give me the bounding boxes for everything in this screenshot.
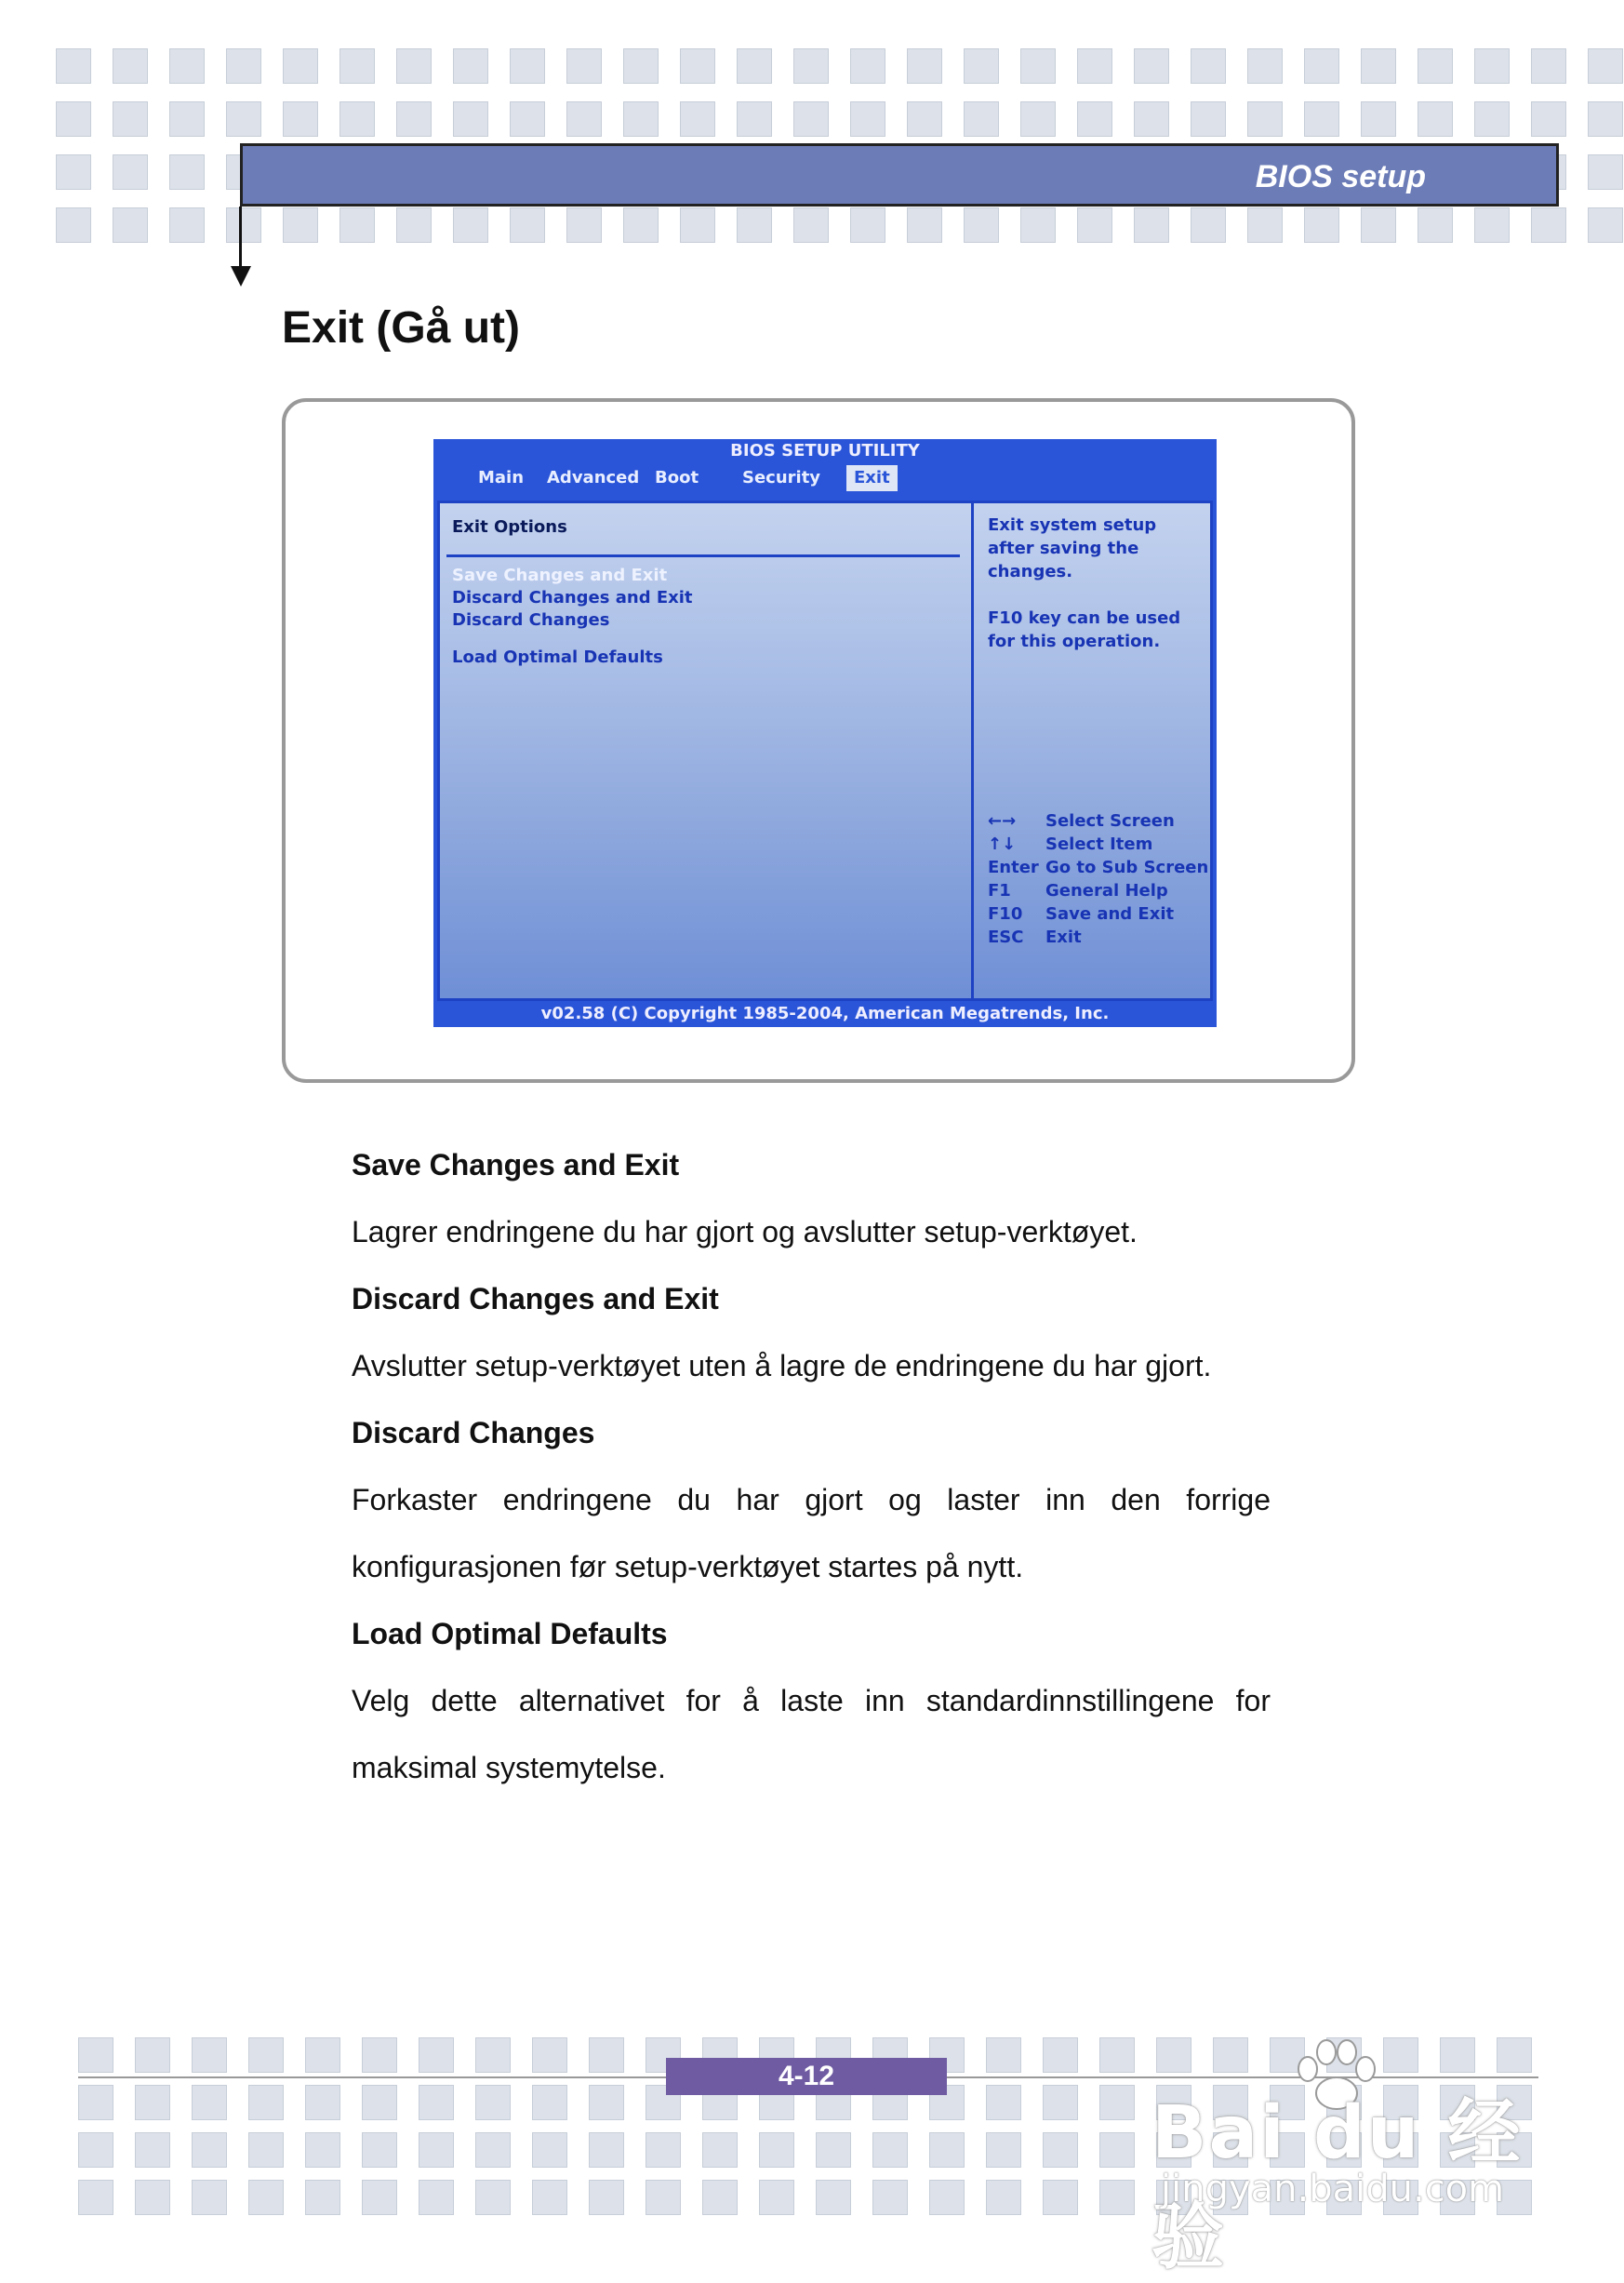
grid-cell [510, 101, 545, 137]
grid-cell [1043, 2132, 1078, 2168]
bios-tab-exit: Exit [846, 465, 898, 491]
grid-cell [78, 2180, 113, 2215]
grid-cell [1077, 207, 1112, 243]
grid-cell [1043, 2085, 1078, 2120]
grid-cell [396, 207, 432, 243]
grid-cell [1361, 48, 1396, 84]
grid-cell [929, 2132, 965, 2168]
grid-cell [1304, 207, 1339, 243]
grid-cell [305, 2180, 340, 2215]
grid-cell [56, 154, 91, 190]
grid-cell [1020, 48, 1056, 84]
bios-key-desc: Save and Exit [1045, 904, 1175, 924]
grid-cell [566, 48, 602, 84]
grid-cell [1304, 101, 1339, 137]
bios-help-line: changes. [988, 562, 1073, 581]
grid-cell [475, 2180, 511, 2215]
grid-cell [305, 2085, 340, 2120]
grid-cell [680, 48, 715, 84]
grid-cell [532, 2132, 567, 2168]
section-text: Forkaster endringene du har gjort og laster inn den forrige [352, 1483, 1271, 1516]
grid-cell [453, 207, 488, 243]
grid-cell [169, 101, 205, 137]
grid-cell [135, 2180, 170, 2215]
grid-cell [192, 2132, 227, 2168]
page-number: 4-12 [666, 2058, 947, 2095]
grid-cell [56, 207, 91, 243]
grid-cell [759, 2180, 794, 2215]
grid-cell [135, 2132, 170, 2168]
grid-cell [248, 2037, 284, 2073]
arrow-down-icon [239, 207, 242, 270]
grid-cell [475, 2132, 511, 2168]
grid-cell [1418, 101, 1453, 137]
grid-cell [339, 101, 375, 137]
grid-cell [1020, 207, 1056, 243]
grid-cell [1134, 207, 1169, 243]
bios-section-rule [446, 554, 960, 557]
grid-cell [986, 2132, 1021, 2168]
section-heading: Discard Changes [352, 1416, 595, 1449]
bios-key-desc: General Help [1045, 881, 1168, 901]
bios-tab-main: Main [478, 468, 525, 487]
grid-cell [1077, 101, 1112, 137]
grid-cell [248, 2085, 284, 2120]
grid-cell [532, 2037, 567, 2073]
grid-cell [532, 2085, 567, 2120]
grid-cell [1077, 48, 1112, 84]
grid-cell [78, 2132, 113, 2168]
grid-cell [850, 101, 885, 137]
bios-key-desc: Select Item [1045, 834, 1153, 854]
grid-cell [589, 2037, 624, 2073]
grid-cell [135, 2085, 170, 2120]
grid-cell [362, 2132, 397, 2168]
grid-cell [169, 48, 205, 84]
arrow-head-icon [231, 266, 251, 287]
grid-cell [964, 101, 999, 137]
grid-cell [135, 2037, 170, 2073]
grid-cell [1099, 2132, 1135, 2168]
grid-cell [566, 207, 602, 243]
grid-cell [510, 207, 545, 243]
grid-cell [759, 2132, 794, 2168]
bios-key: Enter [988, 858, 1039, 877]
grid-cell [78, 2085, 113, 2120]
grid-cell [475, 2037, 511, 2073]
grid-cell [1531, 207, 1566, 243]
grid-cell [1043, 2180, 1078, 2215]
bios-tab-boot: Boot [655, 468, 699, 487]
grid-cell [1531, 101, 1566, 137]
grid-cell [872, 2180, 908, 2215]
grid-cell [793, 101, 829, 137]
grid-cell [362, 2085, 397, 2120]
grid-cell [419, 2132, 454, 2168]
grid-cell [56, 101, 91, 137]
bios-option-discard: Discard Changes [452, 610, 610, 630]
grid-cell [872, 2132, 908, 2168]
bios-tab-security: Security [742, 468, 821, 487]
grid-cell [283, 207, 318, 243]
grid-cell [192, 2085, 227, 2120]
grid-cell [702, 2180, 738, 2215]
bios-help-line: F10 key can be used [988, 608, 1181, 628]
bios-section-title: Exit Options [452, 517, 567, 537]
grid-cell [566, 101, 602, 137]
grid-cell [623, 101, 659, 137]
bios-title: BIOS SETUP UTILITY [730, 441, 920, 461]
grid-cell [510, 48, 545, 84]
grid-cell [702, 2132, 738, 2168]
grid-cell [1043, 2037, 1078, 2073]
grid-cell [192, 2037, 227, 2073]
grid-cell [362, 2037, 397, 2073]
bios-key-desc: Select Screen [1045, 811, 1175, 831]
grid-cell [305, 2132, 340, 2168]
grid-cell [192, 2180, 227, 2215]
grid-cell [1588, 207, 1623, 243]
bios-option-discard-exit: Discard Changes and Exit [452, 588, 693, 607]
bios-help-line: Exit system setup [988, 515, 1157, 535]
grid-cell [737, 101, 772, 137]
bios-key: F1 [988, 881, 1011, 901]
grid-cell [283, 48, 318, 84]
grid-cell [850, 48, 885, 84]
bios-key-desc: Go to Sub Screen [1045, 858, 1209, 877]
grid-cell [113, 101, 148, 137]
bios-key-desc: Exit [1045, 928, 1082, 947]
grid-cell [339, 48, 375, 84]
grid-cell [362, 2180, 397, 2215]
grid-cell [1588, 154, 1623, 190]
grid-cell [1531, 48, 1566, 84]
grid-cell [78, 2037, 113, 2073]
section-text: Lagrer endringene du har gjort og avslutter setup-verktøyet. [352, 1215, 1138, 1248]
bios-option-load-defaults: Load Optimal Defaults [452, 648, 663, 667]
grid-cell [589, 2180, 624, 2215]
grid-cell [680, 207, 715, 243]
bios-menu-bar [433, 465, 1217, 491]
grid-cell [113, 154, 148, 190]
bios-key: ↑↓ [988, 834, 1017, 854]
grid-cell [1134, 101, 1169, 137]
bios-tab-advanced: Advanced [547, 468, 640, 487]
grid-cell [475, 2085, 511, 2120]
grid-cell [986, 2085, 1021, 2120]
grid-cell [169, 207, 205, 243]
grid-cell [1361, 101, 1396, 137]
grid-cell [1588, 101, 1623, 137]
grid-cell [646, 2132, 681, 2168]
grid-cell [248, 2132, 284, 2168]
grid-cell [589, 2085, 624, 2120]
grid-cell [305, 2037, 340, 2073]
grid-cell [589, 2132, 624, 2168]
grid-cell [793, 48, 829, 84]
grid-cell [1304, 48, 1339, 84]
bios-key-row [988, 811, 1175, 831]
grid-cell [986, 2037, 1021, 2073]
grid-cell [1134, 48, 1169, 84]
grid-cell [1418, 48, 1453, 84]
grid-cell [737, 207, 772, 243]
grid-cell [113, 207, 148, 243]
section-heading: Load Optimal Defaults [352, 1617, 668, 1650]
bios-screenshot [433, 439, 1217, 1027]
grid-cell [419, 2037, 454, 2073]
section-text: maksimal systemytelse. [352, 1751, 666, 1784]
watermark [1151, 2037, 1542, 2279]
grid-cell [680, 101, 715, 137]
grid-cell [964, 207, 999, 243]
bios-key: ←→ [988, 811, 1017, 831]
grid-cell [1099, 2085, 1135, 2120]
bios-help-line: for this operation. [988, 632, 1161, 651]
grid-cell [646, 2180, 681, 2215]
grid-cell [1099, 2180, 1135, 2215]
grid-cell [283, 101, 318, 137]
grid-cell [850, 207, 885, 243]
section-heading: Discard Changes and Exit [352, 1282, 719, 1315]
grid-cell [907, 207, 942, 243]
grid-cell [339, 207, 375, 243]
grid-cell [1474, 101, 1510, 137]
grid-cell [1361, 207, 1396, 243]
watermark-url: jingyan.baidu.com [1161, 2168, 1505, 2210]
bios-key: ESC [988, 928, 1024, 947]
grid-cell [1418, 207, 1453, 243]
grid-cell [1247, 48, 1283, 84]
section-text: Velg dette alternativet for å laste inn standardinnstillingene for [352, 1684, 1271, 1717]
header-bar [240, 143, 1559, 207]
grid-cell [816, 2180, 851, 2215]
grid-cell [419, 2180, 454, 2215]
grid-cell [907, 48, 942, 84]
grid-cell [929, 2180, 965, 2215]
grid-cell [816, 2132, 851, 2168]
grid-cell [1099, 2037, 1135, 2073]
grid-cell [793, 207, 829, 243]
bios-help-line: after saving the [988, 539, 1139, 558]
grid-cell [986, 2180, 1021, 2215]
grid-cell [396, 101, 432, 137]
section-text: Avslutter setup-verktøyet uten å lagre de endringene du har gjort. [352, 1349, 1212, 1382]
grid-cell [1191, 48, 1226, 84]
grid-cell [964, 48, 999, 84]
grid-cell [226, 207, 261, 243]
bios-key: F10 [988, 904, 1023, 924]
grid-cell [453, 48, 488, 84]
grid-cell [532, 2180, 567, 2215]
grid-cell [1588, 48, 1623, 84]
grid-cell [419, 2085, 454, 2120]
grid-cell [1191, 101, 1226, 137]
grid-cell [248, 2180, 284, 2215]
bios-key-row [988, 858, 1208, 877]
grid-cell [1020, 101, 1056, 137]
grid-cell [113, 48, 148, 84]
header-title: BIOS setup [1255, 159, 1426, 194]
grid-cell [169, 154, 205, 190]
bios-option-save-exit: Save Changes and Exit [452, 566, 668, 585]
bios-key-row [988, 928, 1082, 947]
grid-cell [623, 207, 659, 243]
section-text: konfigurasjonen før setup-verktøyet startes på nytt. [352, 1550, 1024, 1583]
grid-cell [907, 101, 942, 137]
grid-cell [1191, 207, 1226, 243]
bios-footer: v02.58 (C) Copyright 1985-2004, American Megatrends, Inc. [540, 1004, 1110, 1023]
bios-key-row [988, 881, 1168, 901]
watermark-logo: Bai du 经验 [1151, 2091, 1523, 2279]
section-heading: Save Changes and Exit [352, 1148, 680, 1182]
bios-key-row [988, 834, 1152, 854]
grid-cell [453, 101, 488, 137]
grid-cell [1474, 48, 1510, 84]
grid-cell [226, 101, 261, 137]
grid-cell [623, 48, 659, 84]
page-title: Exit (Gå ut) [282, 303, 521, 353]
grid-cell [1247, 207, 1283, 243]
grid-cell [396, 48, 432, 84]
grid-cell [226, 48, 261, 84]
grid-cell [1247, 101, 1283, 137]
grid-cell [1474, 207, 1510, 243]
bios-divider [971, 501, 974, 1001]
grid-cell [737, 48, 772, 84]
grid-cell [56, 48, 91, 84]
bios-key-row [988, 904, 1174, 924]
